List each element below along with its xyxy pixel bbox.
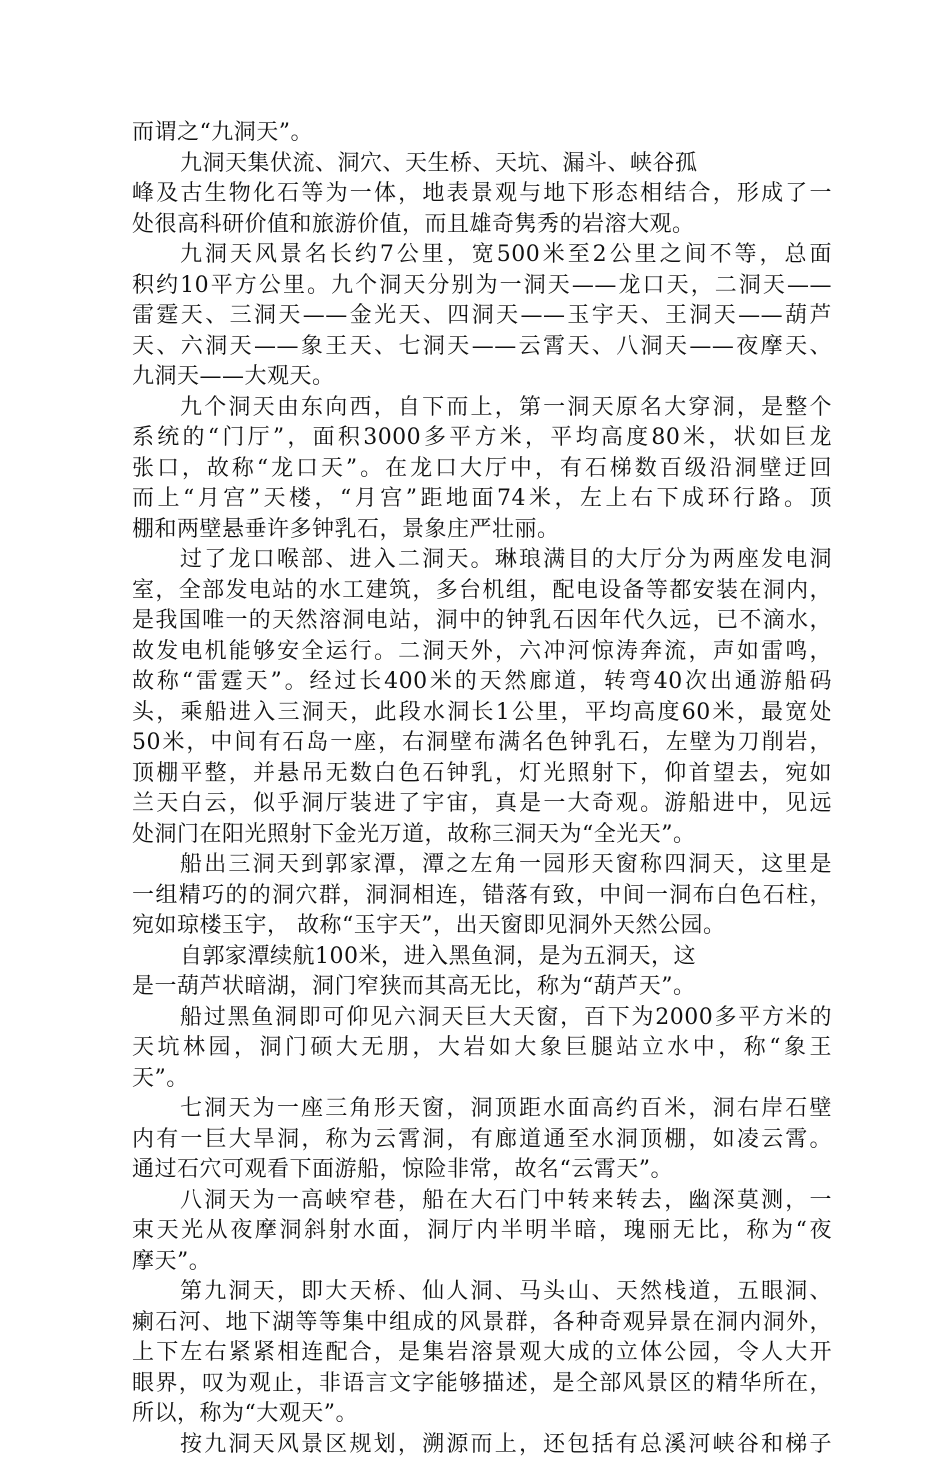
text-line: 兰天白云，似乎洞厅装进了宇宙，真是一大奇观。游船进中，见远 [132, 789, 832, 820]
text-line: 室，全部发电站的水工建筑，多台机组，配电设备等都安装在洞内， [132, 576, 832, 607]
text-line: 天、六洞天——象王天、七洞天——云霄天、八洞天——夜摩天、 [132, 332, 832, 363]
text-line: 处很高科研价值和旅游价值，而且雄奇隽秀的岩溶大观。 [132, 210, 832, 241]
text-line: 50米，中间有石岛一座，右洞壁布满名色钟乳石，左壁为刀削岩， [132, 728, 832, 759]
document-body [132, 118, 832, 1460]
text-line: 是我国唯一的天然溶洞电站，洞中的钟乳石因年代久远，已不滴水， [132, 606, 832, 637]
text-line: 峰及古生物化石等为一体，地表景观与地下形态相结合，形成了一 [132, 179, 832, 210]
text-line: 八洞天为一高峡窄巷，船在大石门中转来转去，幽深莫测，一 [132, 1186, 832, 1217]
text-line: 系统的“门厅”，面积3000多平方米，平均高度80米，状如巨龙 [132, 423, 832, 454]
text-line: 而谓之“九洞天”。 [132, 118, 832, 149]
text-line: 瘌石河、地下湖等等集中组成的风景群，各种奇观异景在洞内洞外， [132, 1308, 832, 1339]
text-line: 九个洞天由东向西，自下而上，第一洞天原名大穿洞，是整个 [132, 393, 832, 424]
text-line: 自郭家潭续航100米，进入黑鱼洞，是为五洞天，这 [132, 942, 832, 973]
text-line: 一组精巧的的洞穴群，洞洞相连，错落有致，中间一洞布白色石柱， [132, 881, 832, 912]
text-line: 九洞天——大观天。 [132, 362, 832, 393]
text-line: 上下左右紧紧相连配合，是集岩溶景观大成的立体公园，令人大开 [132, 1338, 832, 1369]
text-line: 通过石穴可观看下面游船，惊险非常，故名“云霄天”。 [132, 1155, 832, 1186]
text-line: 张口，故称“龙口天”。在龙口大厅中，有石梯数百级沿洞壁迂回 [132, 454, 832, 485]
text-line: 内有一巨大旱洞，称为云霄洞，有廊道通至水洞顶棚，如凌云霄。 [132, 1125, 832, 1156]
text-line: 雷霆天、三洞天——金光天、四洞天——玉宇天、王洞天——葫芦 [132, 301, 832, 332]
text-line: 天坑林园，洞门硕大无朋，大岩如大象巨腿站立水中，称“象王 [132, 1033, 832, 1064]
text-line: 摩天”。 [132, 1247, 832, 1278]
text-line: 处洞门在阳光照射下金光万道，故称三洞天为“全光天”。 [132, 820, 832, 851]
text-line: 是一葫芦状暗湖，洞门窄狭而其高无比，称为“葫芦天”。 [132, 972, 832, 1003]
text-line: 九洞天集伏流、洞穴、天生桥、天坑、漏斗、峡谷孤 [132, 149, 832, 180]
text-line: 船出三洞天到郭家潭，潭之左角一园形天窗称四洞天，这里是 [132, 850, 832, 881]
text-line: 故发电机能够安全运行。二洞天外，六冲河惊涛奔流，声如雷鸣， [132, 637, 832, 668]
text-line: 而上“月宫”天楼，“月宫”距地面74米，左上右下成环行路。顶 [132, 484, 832, 515]
text-line: 所以，称为“大观天”。 [132, 1399, 832, 1430]
text-line: 头，乘船进入三洞天，此段水洞长1公里，平均高度60米，最宽处 [132, 698, 832, 729]
text-line: 眼界，叹为观止，非语言文字能够描述，是仝部风景区的精华所在， [132, 1369, 832, 1400]
text-line: 第九洞天，即大天桥、仙人洞、马头山、天然栈道，五眼洞、 [132, 1277, 832, 1308]
text-line: 故称“雷霆天”。经过长400米的天然廊道，转弯40次出通游船码 [132, 667, 832, 698]
text-line: 七洞天为一座三角形天窗，洞顶距水面高约百米，洞右岸石壁 [132, 1094, 832, 1125]
text-line: 船过黑鱼洞即可仰见六洞天巨大天窗，百下为2000多平方米的 [132, 1003, 832, 1034]
text-line: 束天光从夜摩洞斜射水面，洞厅内半明半暗，瑰丽无比，称为“夜 [132, 1216, 832, 1247]
text-line: 宛如琼楼玉宇， 故称“玉宇天”，出天窗即见洞外天然公园。 [132, 911, 832, 942]
text-line: 按九洞天风景区规划，溯源而上，还包括有总溪河峡谷和梯子 [132, 1430, 832, 1460]
text-line: 棚和两壁悬垂许多钟乳石，景象庄严壮丽。 [132, 515, 832, 546]
text-line: 过了龙口喉部、进入二洞天。琳琅满目的大厅分为两座发电洞 [132, 545, 832, 576]
text-line: 积约10平方公里。九个洞天分别为一洞天——龙口天，二洞天—— [132, 271, 832, 302]
text-line: 天”。 [132, 1064, 832, 1095]
text-line: 九洞天风景名长约7公里，宽500米至2公里之间不等，总面 [132, 240, 832, 271]
text-line: 顶棚平整，并悬吊无数白色石钟乳，灯光照射下，仰首望去，宛如 [132, 759, 832, 790]
